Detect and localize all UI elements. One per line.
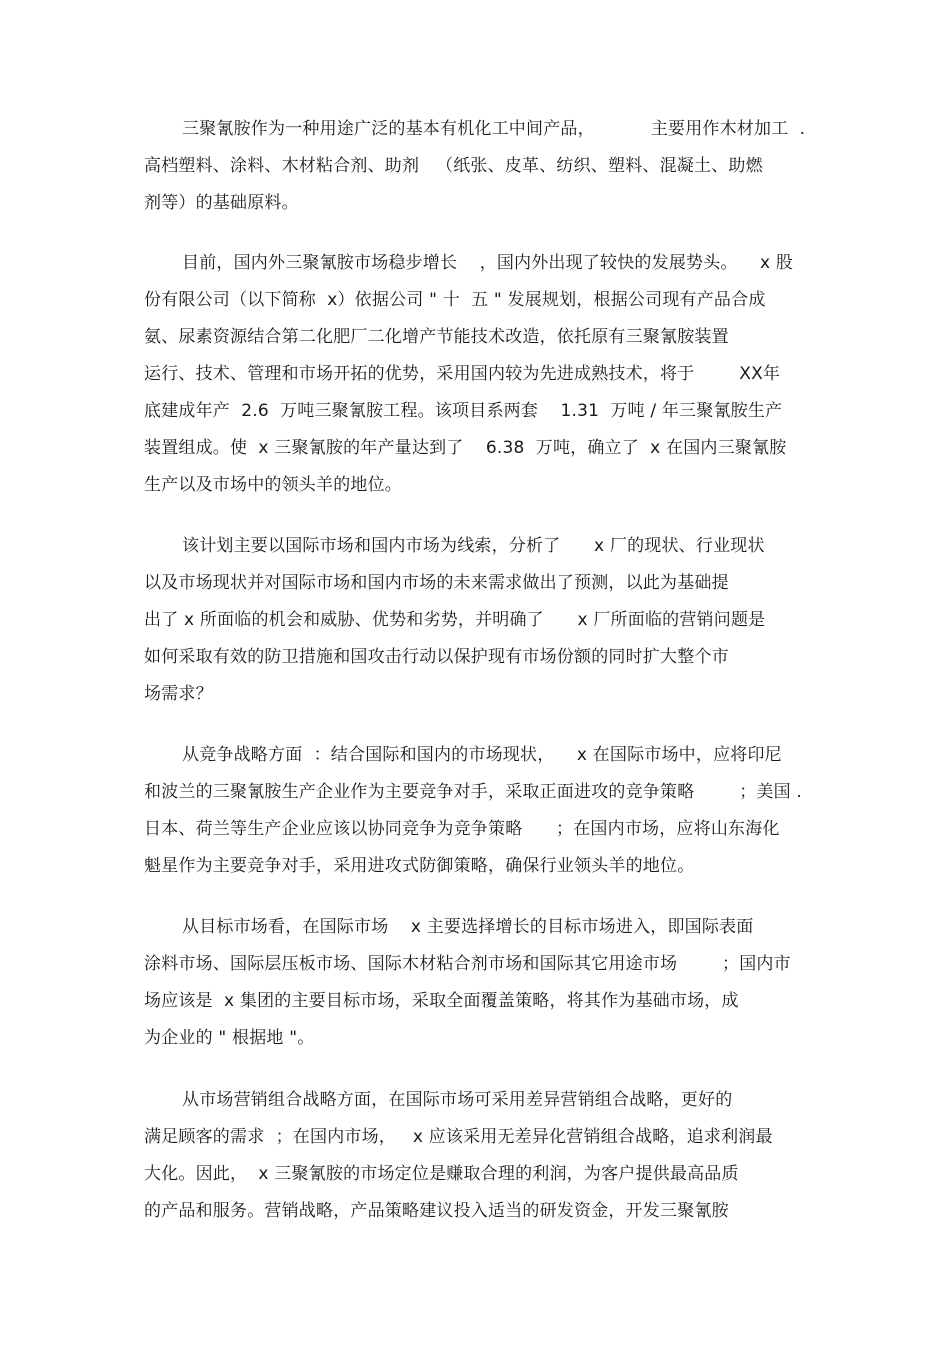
text-line: 三聚氰胺作为一种用途广泛的基本有机化工中间产品， 主要用作木材加工 . [182,119,806,139]
text-line: 场需求？ [144,684,213,704]
paragraph-2 [144,245,824,504]
text-line: 氨、尿素资源结合第二化肥厂二化增产节能技术改造，依托原有三聚氰胺装置 [144,327,729,347]
text-line: 魁星作为主要竞争对手，采用进攻式防御策略，确保行业领头羊的地位。 [144,856,695,876]
text-line: 的产品和服务。营销战略，产品策略建议投入适当的研发资金，开发三聚氰胺 [144,1201,729,1221]
text-line: 运行、技术、管理和市场开拓的优势，采用国内较为先进成熟技术，将于 XX年 [144,364,781,384]
text-line: 涂料市场、国际层压板市场、国际木材粘合剂市场和国际其它用途市场 ；国内市 [144,954,791,974]
text-line: 大化。因此， x 三聚氰胺的市场定位是赚取合理的利润，为客户提供最高品质 [144,1164,739,1184]
text-line: 从目标市场看，在国际市场 x 主要选择增长的目标市场进入，即国际表面 [182,917,754,937]
paragraph-4 [144,737,824,885]
paragraph-6 [144,1082,824,1230]
text-line: 为企业的 " 根据地 "。 [144,1028,315,1048]
paragraph-5 [144,909,824,1057]
text-line: 场应该是 x 集团的主要目标市场，采取全面覆盖策略，将其作为基础市场，成 [144,991,739,1011]
text-line: 生产以及市场中的领头羊的地位。 [144,475,402,495]
text-line: 剂等）的基础原料。 [144,193,299,213]
text-line: 该计划主要以国际市场和国内市场为线索，分析了 x 厂的现状、行业现状 [182,536,765,556]
text-line: 以及市场现状并对国际市场和国内市场的未来需求做出了预测，以此为基础提 [144,573,729,593]
text-line: 目前，国内外三聚氰胺市场稳步增长 ，国内外出现了较快的发展势头。 x 股 [182,253,794,273]
text-line: 底建成年产 2.6 万吨三聚氰胺工程。该项目系两套 1.31 万吨 / 年三聚氰胺生产 [144,401,783,421]
text-line: 如何采取有效的防卫措施和国攻击行动以保护现有市场份额的同时扩大整个市 [144,647,729,667]
text-line: 满足顾客的需求 ；在国内市场， x 应该采用无差异化营销组合战略，追求利润最 [144,1127,773,1147]
text-line: 高档塑料、涂料、木材粘合剂、助剂 （纸张、皮革、纺织、塑料、混凝土、助燃 [144,156,763,176]
text-line: 装置组成。使 x 三聚氰胺的年产量达到了 6.38 万吨，确立了 x 在国内三聚氰胺 [144,438,787,458]
text-line: 份有限公司（以下简称 x）依据公司 " 十 五 " 发展规划，根据公司现有产品合成 [144,290,766,310]
paragraph-1 [144,111,824,222]
text-line: 从市场营销组合战略方面，在国际市场可采用差异营销组合战略，更好的 [182,1090,733,1110]
text-line: 从竞争战略方面 ：结合国际和国内的市场现状， x 在国际市场中，应将印尼 [182,745,782,765]
text-line: 日本、荷兰等生产企业应该以协同竞争为竞争策略 ；在国内市场，应将山东海化 [144,819,780,839]
text-line: 和波兰的三聚氰胺生产企业作为主要竞争对手，采取正面进攻的竞争策略 ；美国 . [144,782,803,802]
text-line: 出了 x 所面临的机会和威胁、优势和劣势，并明确了 x 厂所面临的营销问题是 [144,610,766,630]
paragraph-3 [144,528,824,713]
